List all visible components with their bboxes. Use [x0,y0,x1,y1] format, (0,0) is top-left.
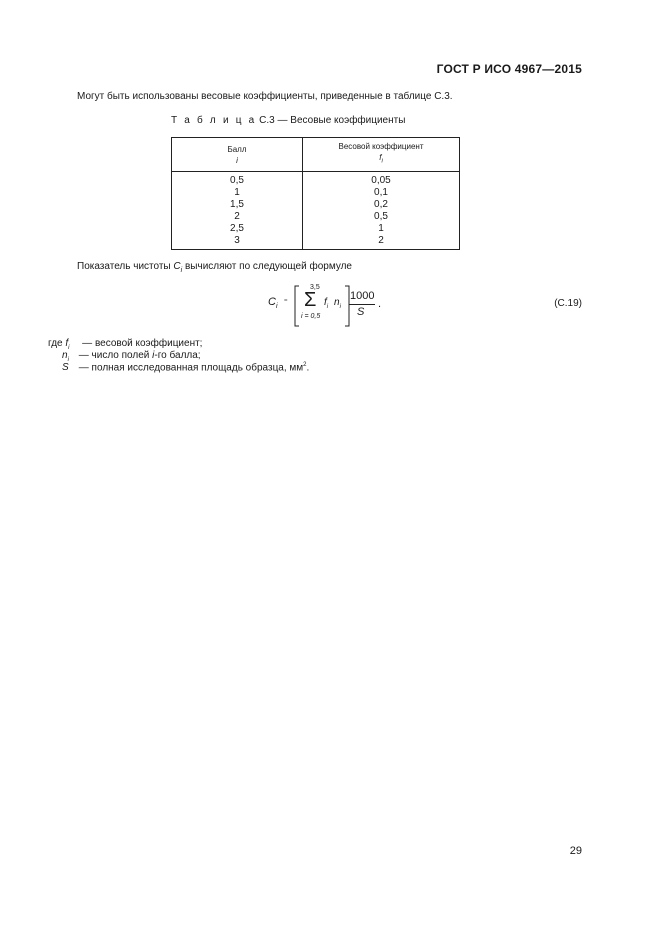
cell-ball: 0,5 [172,172,303,188]
formula-period: . [378,298,382,310]
caption-title: — Весовые коэффициенты [277,115,406,126]
where-text: — весовой коэффициент; [82,338,203,349]
where-text-end: . [306,362,310,374]
cell-coef: 2 [303,235,460,250]
left-bracket [292,284,302,328]
table-row [172,235,460,250]
where-text-before: — число полей [78,350,150,361]
formula-intro-before: Показатель чистоты [77,261,171,272]
cell-ball: 1,5 [172,199,303,211]
where-symbol-main: f [65,338,69,349]
formula-intro-symbol-main: C [173,261,181,272]
formula-lhs [268,296,278,310]
table-row [172,211,460,223]
formula-intro-after: вычисляют по следующей формуле [184,261,352,272]
fraction-numerator: 1000 [350,290,375,302]
caption-prefix: Т а б л и ц а [171,115,257,126]
where-prefix: где [48,338,63,349]
header-coefficient [303,138,460,172]
formula-intro [77,261,352,274]
formula-n [334,297,341,310]
header-coefficient-symbol-sub: i [381,158,383,165]
table-row [172,187,460,199]
table-header-row [172,138,460,172]
where-symbol-sub: i [67,357,69,363]
formula-lhs-main: C [268,296,276,308]
formula-intro-symbol-sub: i [180,267,183,274]
formula-c19 [268,284,398,328]
sum-upper-limit: 3,5 [310,284,320,291]
where-symbol-main: S [62,362,69,374]
cell-coef: 0,2 [303,199,460,211]
fraction-denominator: S [357,306,365,318]
sum-lower-limit: i = 0,5 [301,313,321,320]
formula-lhs-sub: i [275,303,278,311]
formula-f-sub: i [326,304,329,310]
cell-coef: 0,05 [303,172,460,188]
cell-ball: 1 [172,187,303,199]
cell-ball: 3 [172,235,303,250]
table-row [172,223,460,235]
formula-equals: = [284,298,288,304]
where-symbol-sub: i [68,345,70,351]
weight-coefficients-table [171,137,460,250]
fraction-bar [349,304,375,305]
header-ball-symbol: i [236,155,238,165]
formula-intro-symbol [173,261,182,272]
cell-coef: 0,1 [303,187,460,199]
formula-n-sub: i [339,304,341,310]
formula-f-main: f [324,297,327,308]
header-coefficient-symbol [303,152,459,168]
cell-ball: 2,5 [172,223,303,235]
formula-f [324,297,328,310]
equation-number: (С.19) [554,298,582,309]
where-item [62,362,309,373]
where-symbol-main: n [62,350,68,361]
document-code: ГОСТ Р ИСО 4967—2015 [436,62,582,76]
cell-ball: 2 [172,211,303,223]
header-ball-title: Балл [227,144,247,154]
cell-coef: 0,5 [303,211,460,223]
formula-n-main: n [334,297,340,308]
page-number: 29 [569,845,582,857]
where-symbol [62,362,76,373]
where-text: — полная исследованная площадь образца, мм [78,362,304,374]
table-row [172,172,460,188]
caption-number: С.3 [259,115,275,126]
header-ball [172,138,303,172]
where-text-after: -го балла; [154,350,201,361]
intro-paragraph: Могут быть использованы весовые коэффициенты, приведенные в таблице С.3. [77,91,453,102]
where-text-italic: i [152,350,155,361]
header-coefficient-title: Весовой коэффициент [338,142,424,152]
sigma-symbol: Σ [304,289,317,311]
table-caption [171,115,405,126]
header-coefficient-symbol-main: f [379,153,382,163]
where-text-sup: 2 [303,362,307,368]
cell-coef: 1 [303,223,460,235]
table-row [172,199,460,211]
